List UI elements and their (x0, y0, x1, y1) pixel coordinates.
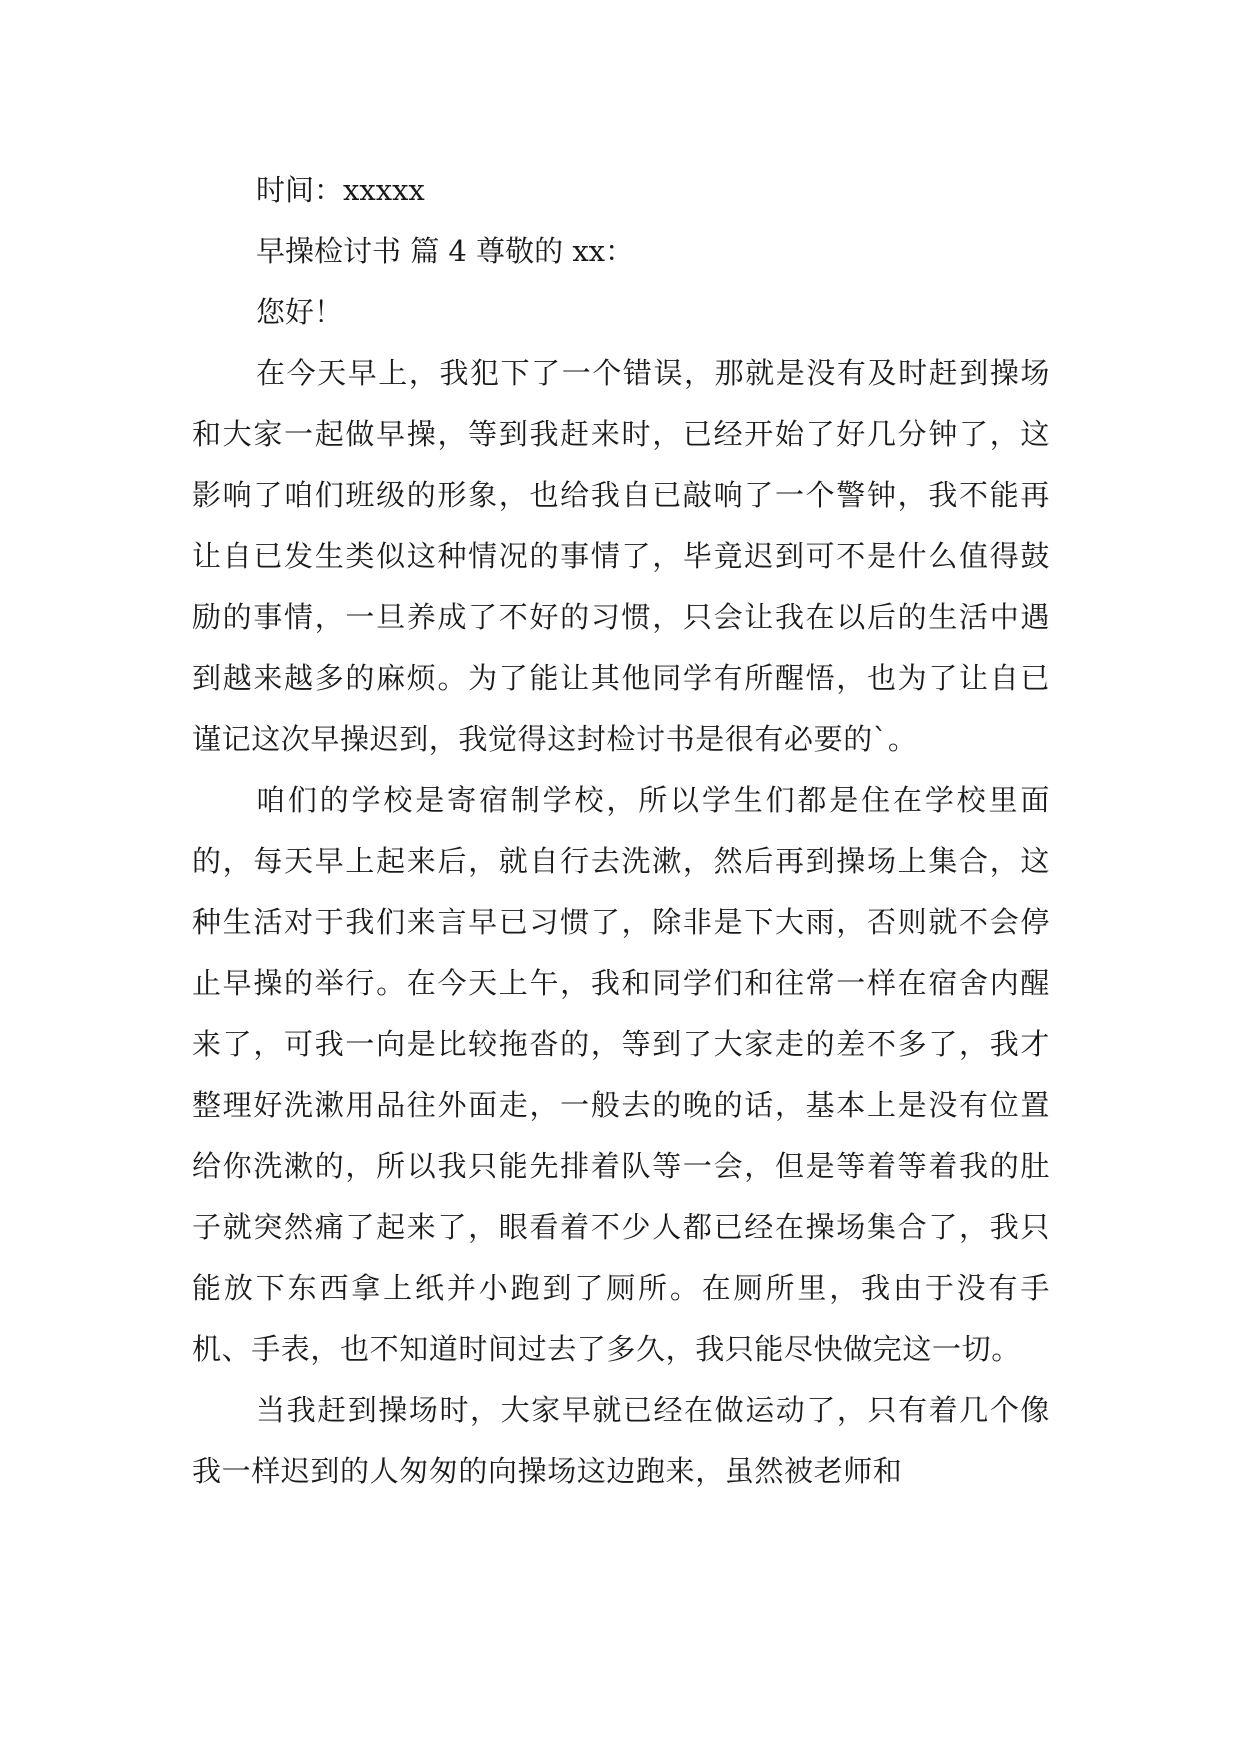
heading-line: 早操检讨书 篇 4 尊敬的 xx： (256, 234, 635, 268)
paragraph-1: 在今天早上，我犯下了一个错误，那就是没有及时赶到操场和大家一起做早操，等到我赶来时，已经开始了好几分钟了，这影响了咱们班级的形象，也给我自已敲响了一个警钟，我不能再让自已发生类似这种情况的事情了，毕竟迟到可不是什么值得鼓励的事情，一旦养成了不好的习惯，只会让我在以后的生活中遇到越来越多的麻烦。为了能让其他同学有所醒悟，也为了让自已谨记这次早操迟到，我觉得这封检讨书是很有必要的`。 (192, 356, 1050, 756)
time-line: 时间：xxxxx (256, 173, 425, 207)
paragraph-3: 当我赶到操场时，大家早就已经在做运动了，只有着几个像我一样迟到的人匆匆的向操场这边跑来，虽然被老师和 (192, 1393, 1050, 1488)
paragraph-2: 咱们的学校是寄宿制学校，所以学生们都是住在学校里面的，每天早上起来后，就自行去洗漱，然后再到操场上集合，这种生活对于我们来言早已习惯了，除非是下大雨，否则就不会停止早操的举行。在今天上午，我和同学们和往常一样在宿舍内醒来了，可我一向是比较拖沓的，等到了大家走的差不多了，我才整理好洗漱用品往外面走，一般去的晚的话，基本上是没有位置给你洗漱的，所以我只能先排着队等一会，但是等着等着我的肚子就突然痛了起来了，眼看着不少人都已经在操场集合了，我只能放下东西拿上纸并小跑到了厕所。在厕所里，我由于没有手机、手表，也不知道时间过去了多久，我只能尽快做完这一切。 (192, 783, 1050, 1366)
document-page (192, 160, 1050, 1502)
greeting: 您好！ (256, 295, 344, 329)
